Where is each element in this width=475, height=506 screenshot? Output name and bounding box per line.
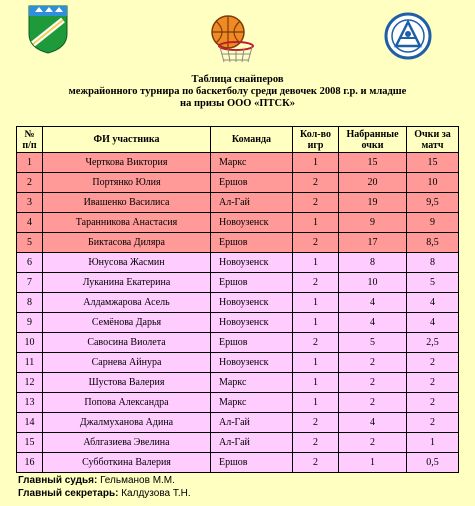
cell-points: 8 bbox=[339, 253, 407, 273]
cell-team: Новоузенск bbox=[211, 293, 293, 313]
cell-avg: 0,5 bbox=[407, 453, 459, 473]
table-row bbox=[17, 453, 459, 473]
cell-name: Таранникова Анастасия bbox=[43, 213, 211, 233]
chief-judge-label: Главный судья: bbox=[18, 475, 98, 486]
title-line-3: на призы ООО «ПТСК» bbox=[180, 98, 295, 109]
cell-points: 10 bbox=[339, 273, 407, 293]
cell-points: 19 bbox=[339, 193, 407, 213]
scorers-table bbox=[16, 126, 459, 473]
header-team: Команда bbox=[211, 127, 293, 153]
cell-games: 2 bbox=[293, 273, 339, 293]
cell-games: 1 bbox=[293, 373, 339, 393]
header-name: ФИ участника bbox=[43, 127, 211, 153]
cell-games: 2 bbox=[293, 193, 339, 213]
header-points: Набранные очки bbox=[339, 127, 407, 153]
cell-name: Портянко Юлия bbox=[43, 173, 211, 193]
cell-name: Черткова Виктория bbox=[43, 153, 211, 173]
cell-avg: 2 bbox=[407, 393, 459, 413]
table-row bbox=[17, 293, 459, 313]
cell-avg: 2 bbox=[407, 413, 459, 433]
cell-points: 2 bbox=[339, 433, 407, 453]
title-line-1: Таблица снайперов bbox=[191, 74, 284, 85]
cell-avg: 9,5 bbox=[407, 193, 459, 213]
cell-team: Ершов bbox=[211, 333, 293, 353]
cell-num: 4 bbox=[17, 213, 43, 233]
cell-team: Маркс bbox=[211, 373, 293, 393]
document-title bbox=[0, 74, 475, 110]
cell-points: 4 bbox=[339, 293, 407, 313]
cell-points: 2 bbox=[339, 373, 407, 393]
cell-games: 2 bbox=[293, 453, 339, 473]
cell-points: 20 bbox=[339, 173, 407, 193]
table-row bbox=[17, 413, 459, 433]
chief-secretary-line bbox=[18, 487, 191, 500]
cell-avg: 9 bbox=[407, 213, 459, 233]
cell-team: Ершов bbox=[211, 453, 293, 473]
cell-num: 15 bbox=[17, 433, 43, 453]
cell-avg: 10 bbox=[407, 173, 459, 193]
table-row bbox=[17, 313, 459, 333]
cell-name: Биктасова Диляра bbox=[43, 233, 211, 253]
table-row bbox=[17, 273, 459, 293]
cell-num: 6 bbox=[17, 253, 43, 273]
table-row bbox=[17, 153, 459, 173]
cell-games: 2 bbox=[293, 333, 339, 353]
chief-judge-name: Гельманов М.М. bbox=[100, 475, 175, 486]
table-body bbox=[17, 153, 459, 473]
cell-games: 1 bbox=[293, 213, 339, 233]
header-games: Кол-во игр bbox=[293, 127, 339, 153]
cell-games: 1 bbox=[293, 393, 339, 413]
title-line-2: межрайонного турнира по баскетболу среди девочек 2008 г.р. и младше bbox=[68, 86, 407, 97]
cell-num: 5 bbox=[17, 233, 43, 253]
cell-name: Субботкина Валерия bbox=[43, 453, 211, 473]
table-row bbox=[17, 173, 459, 193]
cell-avg: 15 bbox=[407, 153, 459, 173]
cell-points: 5 bbox=[339, 333, 407, 353]
cell-team: Ал-Гай bbox=[211, 193, 293, 213]
cell-num: 12 bbox=[17, 373, 43, 393]
cell-points: 2 bbox=[339, 353, 407, 373]
cell-num: 11 bbox=[17, 353, 43, 373]
cell-games: 2 bbox=[293, 413, 339, 433]
cell-name: Юнусова Жасмин bbox=[43, 253, 211, 273]
cell-points: 2 bbox=[339, 393, 407, 413]
table-header-row bbox=[17, 127, 459, 153]
cell-name: Луканина Екатерина bbox=[43, 273, 211, 293]
cell-num: 9 bbox=[17, 313, 43, 333]
basketball-hoop-icon bbox=[206, 12, 258, 64]
cell-num: 14 bbox=[17, 413, 43, 433]
cell-name: Ивашенко Василиса bbox=[43, 193, 211, 213]
cell-num: 10 bbox=[17, 333, 43, 353]
cell-avg: 2 bbox=[407, 373, 459, 393]
cell-avg: 2 bbox=[407, 353, 459, 373]
cell-team: Новоузенск bbox=[211, 213, 293, 233]
cell-team: Ершов bbox=[211, 273, 293, 293]
cell-avg: 8 bbox=[407, 253, 459, 273]
cell-points: 9 bbox=[339, 213, 407, 233]
cell-name: Попова Александра bbox=[43, 393, 211, 413]
cell-num: 13 bbox=[17, 393, 43, 413]
cell-num: 2 bbox=[17, 173, 43, 193]
cell-team: Новоузенск bbox=[211, 353, 293, 373]
cell-points: 17 bbox=[339, 233, 407, 253]
cell-num: 16 bbox=[17, 453, 43, 473]
cell-games: 2 bbox=[293, 433, 339, 453]
cell-games: 2 bbox=[293, 233, 339, 253]
header-avg: Очки за матч bbox=[407, 127, 459, 153]
cell-games: 2 bbox=[293, 173, 339, 193]
cell-num: 3 bbox=[17, 193, 43, 213]
cell-name: Шустова Валерия bbox=[43, 373, 211, 393]
table-row bbox=[17, 393, 459, 413]
table-row bbox=[17, 373, 459, 393]
cell-points: 4 bbox=[339, 313, 407, 333]
cell-num: 8 bbox=[17, 293, 43, 313]
cell-games: 1 bbox=[293, 313, 339, 333]
cell-team: Ершов bbox=[211, 233, 293, 253]
cell-name: Аблгазиева Эвелина bbox=[43, 433, 211, 453]
cell-avg: 5 bbox=[407, 273, 459, 293]
table-row bbox=[17, 193, 459, 213]
table-row bbox=[17, 333, 459, 353]
cell-name: Семёнова Дарья bbox=[43, 313, 211, 333]
cell-team: Ал-Гай bbox=[211, 433, 293, 453]
chief-secretary-label: Главный секретарь: bbox=[18, 488, 119, 499]
cell-name: Савосина Виолета bbox=[43, 333, 211, 353]
table-row bbox=[17, 253, 459, 273]
signatures bbox=[18, 474, 191, 500]
cell-avg: 1 bbox=[407, 433, 459, 453]
cell-points: 1 bbox=[339, 453, 407, 473]
chief-judge-line bbox=[18, 474, 191, 487]
cell-avg: 8,5 bbox=[407, 233, 459, 253]
cell-team: Ершов bbox=[211, 173, 293, 193]
cell-points: 4 bbox=[339, 413, 407, 433]
cell-points: 15 bbox=[339, 153, 407, 173]
cell-games: 1 bbox=[293, 353, 339, 373]
cell-avg: 4 bbox=[407, 293, 459, 313]
table-row bbox=[17, 353, 459, 373]
cell-team: Ал-Гай bbox=[211, 413, 293, 433]
cell-games: 1 bbox=[293, 153, 339, 173]
cell-team: Маркс bbox=[211, 153, 293, 173]
cell-team: Новоузенск bbox=[211, 313, 293, 333]
cell-team: Маркс bbox=[211, 393, 293, 413]
chief-secretary-name: Калдузова Т.Н. bbox=[121, 488, 191, 499]
cell-avg: 4 bbox=[407, 313, 459, 333]
table-row bbox=[17, 433, 459, 453]
cell-num: 1 bbox=[17, 153, 43, 173]
cell-avg: 2,5 bbox=[407, 333, 459, 353]
header-num: № п/п bbox=[17, 127, 43, 153]
cell-name: Сарнева Айнура bbox=[43, 353, 211, 373]
cell-games: 1 bbox=[293, 253, 339, 273]
cell-name: Джалмуханова Адина bbox=[43, 413, 211, 433]
cell-num: 7 bbox=[17, 273, 43, 293]
table-row bbox=[17, 233, 459, 253]
table-row bbox=[17, 213, 459, 233]
coat-of-arms-icon bbox=[27, 4, 69, 54]
federation-emblem-icon bbox=[384, 12, 432, 60]
cell-team: Новоузенск bbox=[211, 253, 293, 273]
cell-games: 1 bbox=[293, 293, 339, 313]
cell-name: Алдамжарова Асель bbox=[43, 293, 211, 313]
